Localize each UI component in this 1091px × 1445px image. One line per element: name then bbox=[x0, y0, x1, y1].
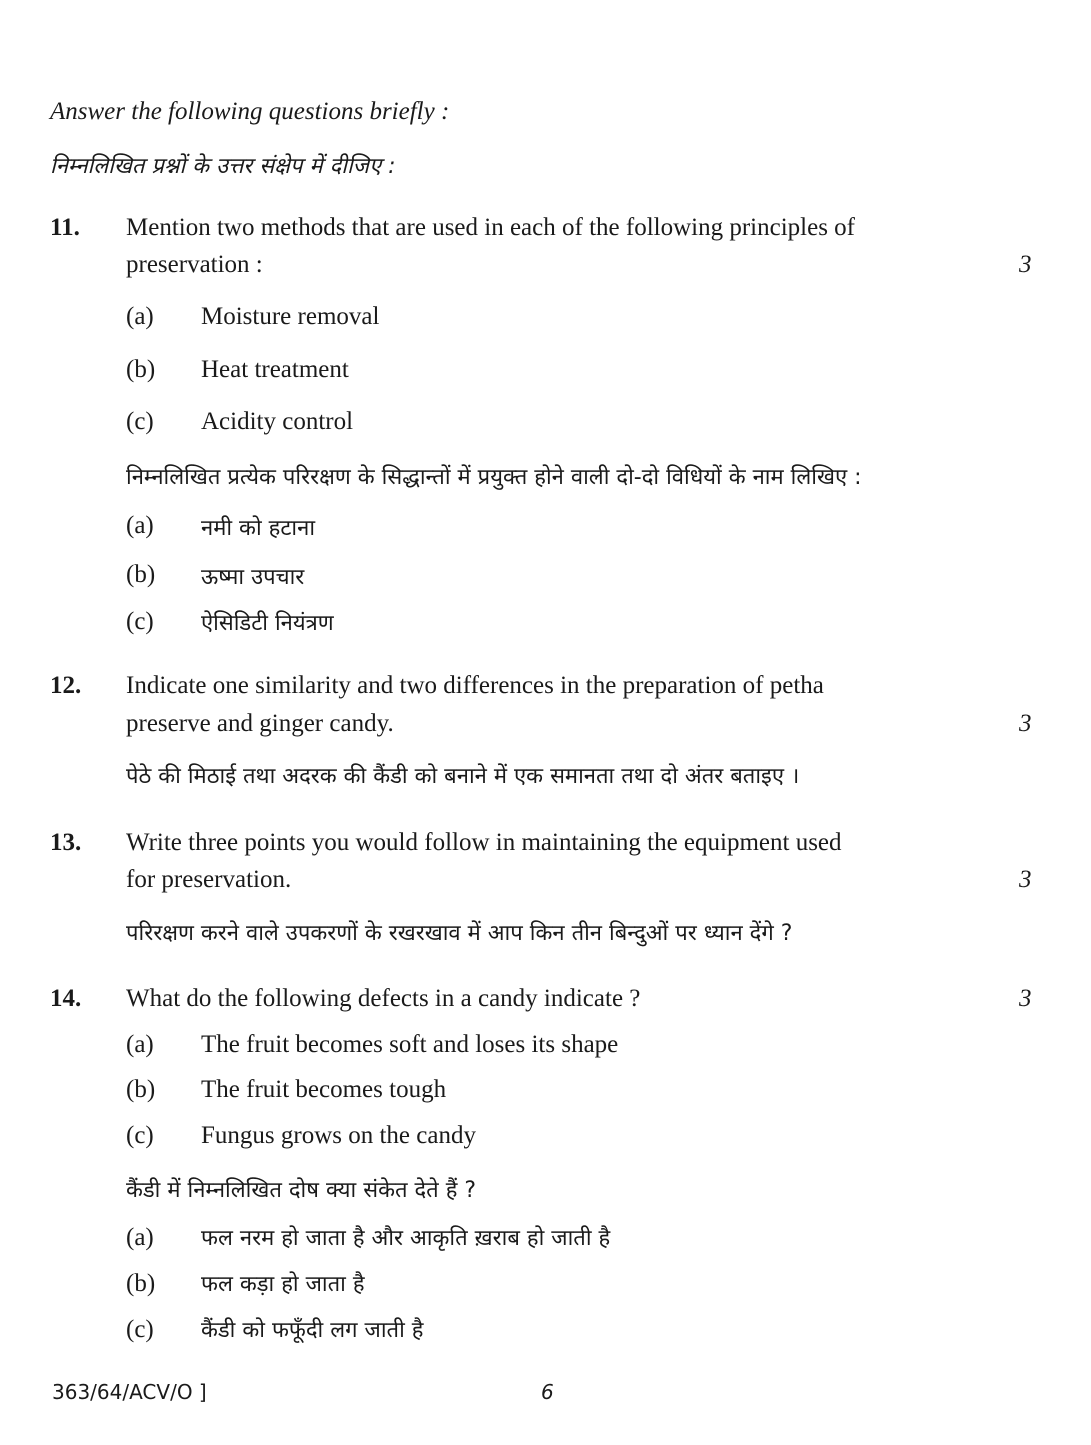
option-label: (b) bbox=[126, 1076, 156, 1103]
question-text-hindi: पेठे की मिठाई तथा अदरक की कैंडी को बनाने में एक समानता तथा दो अंतर बताइए । bbox=[126, 764, 800, 789]
instruction-hindi: निम्नलिखित प्रश्नों के उत्तर संक्षेप में दीजिए : bbox=[50, 154, 396, 179]
option-label: (a) bbox=[126, 1224, 154, 1251]
marks: 3 bbox=[1019, 866, 1032, 893]
question-text-line-2: preservation : bbox=[126, 251, 263, 278]
option-text-hindi: नमी को हटाना bbox=[201, 516, 316, 541]
option-text-hindi: ऐसिडिटी नियंत्रण bbox=[201, 611, 334, 636]
marks: 3 bbox=[1019, 985, 1032, 1012]
page-number: 6 bbox=[541, 1380, 554, 1404]
option-text-hindi: फल नरम हो जाता है और आकृति ख़राब हो जाती है bbox=[201, 1226, 611, 1251]
question-text-line-2: preserve and ginger candy. bbox=[126, 710, 394, 737]
option-text: The fruit becomes soft and loses its shape bbox=[201, 1031, 619, 1058]
question-number: 12. bbox=[50, 672, 82, 699]
question-text-hindi: निम्नलिखित प्रत्येक परिरक्षण के सिद्धान्तों में प्रयुक्त होने वाली दो-दो विधियों के नाम लिखिए : bbox=[126, 465, 862, 490]
option-label: (b) bbox=[126, 1270, 156, 1297]
instruction-english: Answer the following questions briefly : bbox=[50, 98, 450, 125]
option-text: Acidity control bbox=[201, 408, 354, 435]
paper-code: 363/64/ACV/O ] bbox=[52, 1380, 207, 1404]
option-text-hindi: फल कड़ा हो जाता है bbox=[201, 1272, 365, 1297]
question-text-line-1: Mention two methods that are used in each of the following principles of bbox=[126, 214, 855, 241]
marks: 3 bbox=[1019, 251, 1032, 278]
option-label: (c) bbox=[126, 408, 154, 435]
option-label: (a) bbox=[126, 1031, 154, 1058]
option-label: (c) bbox=[126, 608, 154, 635]
option-label: (a) bbox=[126, 303, 154, 330]
option-text: Fungus grows on the candy bbox=[201, 1122, 476, 1149]
question-text-line-1: What do the following defects in a candy indicate ? bbox=[126, 985, 641, 1012]
option-label: (b) bbox=[126, 561, 156, 588]
option-text-hindi: ऊष्मा उपचार bbox=[201, 565, 305, 590]
question-text-line-2: for preservation. bbox=[126, 866, 292, 893]
question-text-hindi: कैंडी में निम्नलिखित दोष क्या संकेत देते हैं ? bbox=[126, 1178, 477, 1203]
option-text: Moisture removal bbox=[201, 303, 380, 330]
option-text: The fruit becomes tough bbox=[201, 1076, 447, 1103]
question-text-line-1: Indicate one similarity and two differences in the preparation of petha bbox=[126, 672, 824, 699]
option-label: (c) bbox=[126, 1316, 154, 1343]
question-number: 13. bbox=[50, 829, 82, 856]
question-text-line-1: Write three points you would follow in maintaining the equipment used bbox=[126, 829, 842, 856]
option-text-hindi: कैंडी को फफूँदी लग जाती है bbox=[201, 1318, 424, 1343]
option-label: (c) bbox=[126, 1122, 154, 1149]
question-number: 11. bbox=[50, 214, 80, 241]
marks: 3 bbox=[1019, 710, 1032, 737]
option-label: (b) bbox=[126, 356, 156, 383]
question-number: 14. bbox=[50, 985, 82, 1012]
question-text-hindi: परिरक्षण करने वाले उपकरणों के रखरखाव में आप किन तीन बिन्दुओं पर ध्यान देंगे ? bbox=[126, 921, 793, 946]
option-text: Heat treatment bbox=[201, 356, 349, 383]
option-label: (a) bbox=[126, 512, 154, 539]
